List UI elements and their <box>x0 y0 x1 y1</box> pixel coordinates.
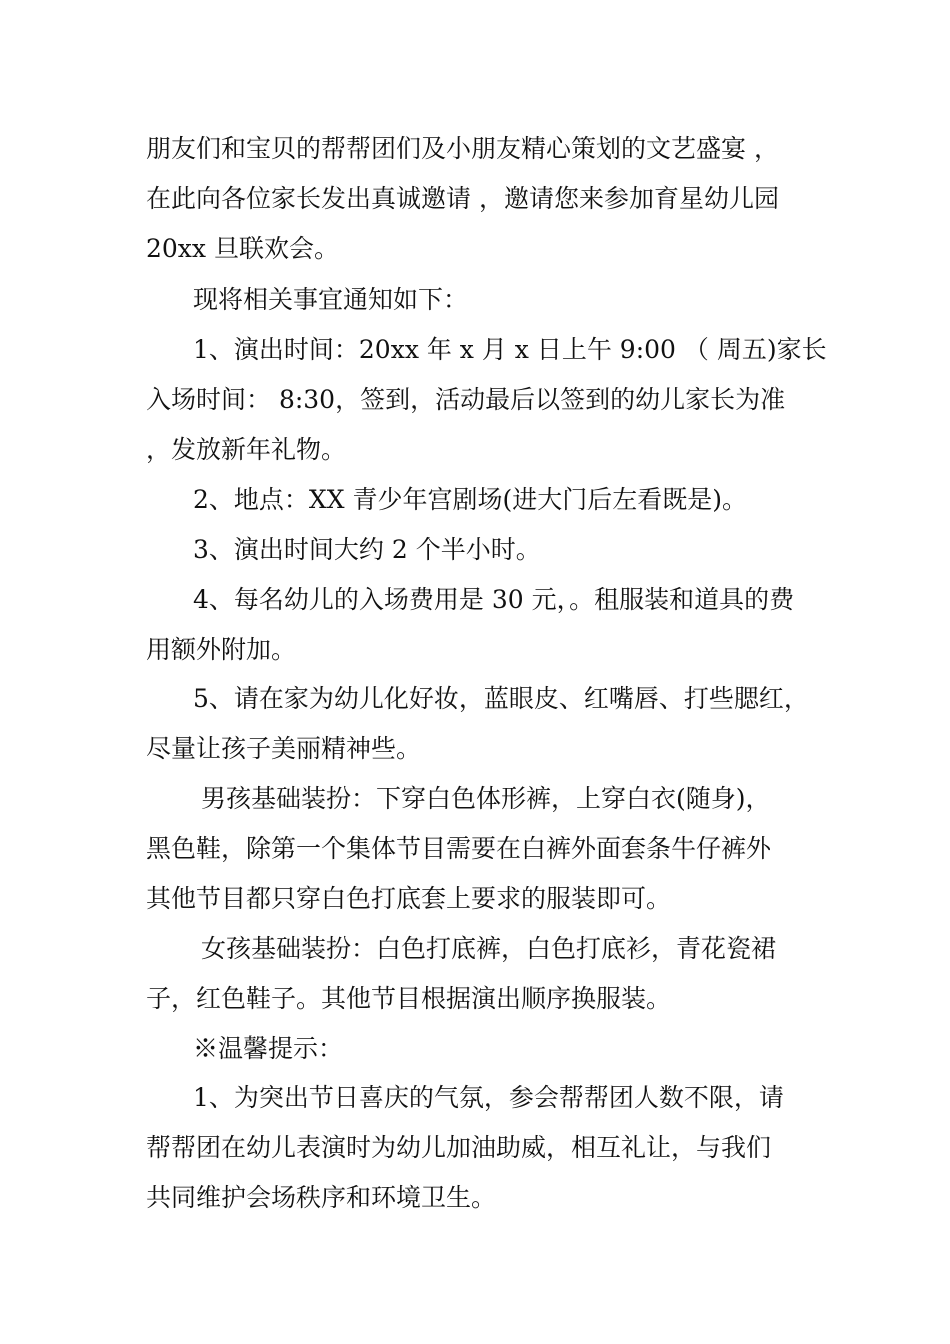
text-line: 女孩基础装扮：白色打底裤，白色打底衫，青花瓷裙 <box>201 934 777 963</box>
text-line: 黑色鞋，除第一个集体节目需要在白裤外面套条牛仔裤外 <box>146 834 772 863</box>
text-line: 帮帮团在幼儿表演时为幼儿加油助威，相互礼让，与我们 <box>146 1133 772 1162</box>
text-line: 1、演出时间：20xx 年 x 月 x 日上午 9:00 （ 周五)家长 <box>193 335 827 364</box>
text-line: 其他节目都只穿白色打底套上要求的服装即可。 <box>146 884 672 913</box>
text-line: 20xx 旦联欢会。 <box>146 234 339 263</box>
text-line: 2、地点：XX 青少年宫剧场(进大门后左看既是)。 <box>193 485 747 514</box>
text-line: 3、演出时间大约 2 个半小时。 <box>193 535 541 564</box>
text-line: ※温馨提示： <box>193 1034 344 1063</box>
text-line: ，发放新年礼物。 <box>146 435 347 464</box>
text-line: 用额外附加。 <box>146 635 297 664</box>
text-line: 现将相关事宜通知如下： <box>193 285 469 314</box>
text-line: 朋友们和宝贝的帮帮团们及小朋友精心策划的文艺盛宴 ， <box>146 134 779 163</box>
text-line: 1、为突出节日喜庆的气氛，参会帮帮团人数不限，请 <box>193 1083 784 1112</box>
text-line: 在此向各位家长发出真诚邀请 ，邀请您来参加育星幼儿园 <box>146 184 779 213</box>
text-line: 4、每名幼儿的入场费用是 30 元，。租服装和道具的费 <box>193 585 795 614</box>
text-line: 5、请在家为幼儿化好妆，蓝眼皮、红嘴唇、打些腮红， <box>193 684 809 713</box>
text-line: 共同维护会场秩序和环境卫生。 <box>146 1183 497 1212</box>
text-line: 子，红色鞋子。其他节目根据演出顺序换服装。 <box>146 984 672 1013</box>
text-line: 男孩基础装扮：下穿白色体形裤，上穿白衣(随身)， <box>201 784 771 813</box>
text-line: 入场时间： 8:30，签到，活动最后以签到的幼儿家长为准 <box>146 385 786 414</box>
text-line: 尽量让孩子美丽精神些。 <box>146 734 422 763</box>
